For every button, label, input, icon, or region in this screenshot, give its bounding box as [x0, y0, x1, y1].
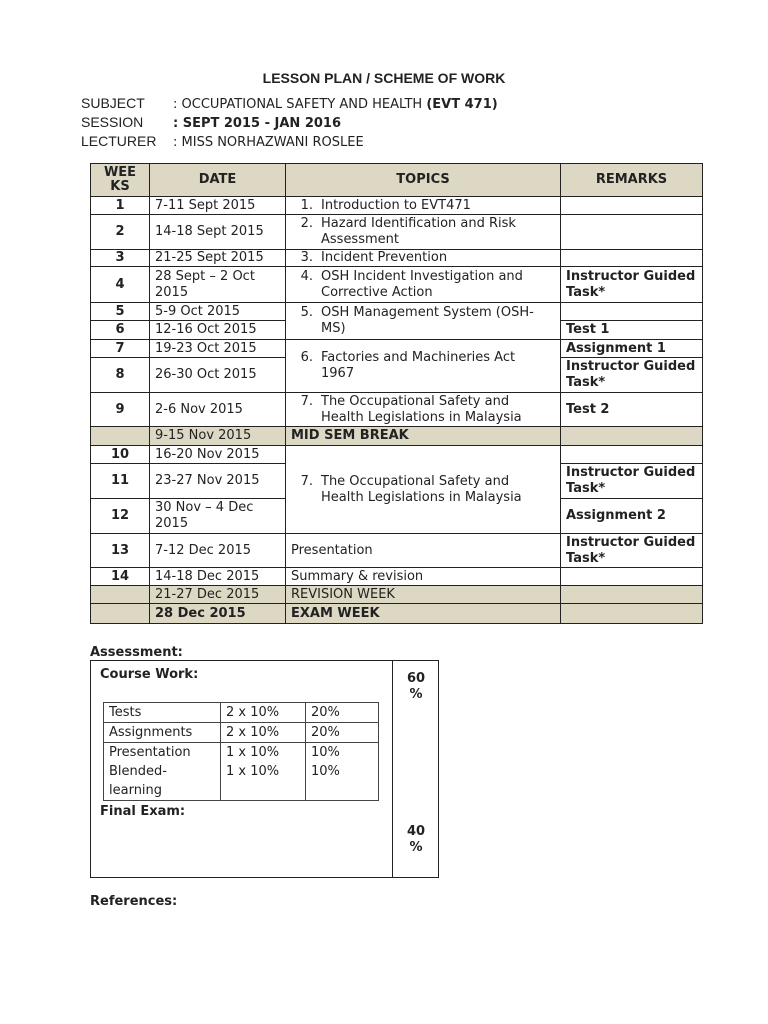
week-cell: [91, 604, 150, 624]
remark-cell: Test 2: [561, 393, 703, 427]
week-cell: 7: [91, 340, 150, 358]
topic-cell: MID SEM BREAK: [286, 427, 561, 446]
date-cell: 30 Nov – 4 Dec 2015: [150, 499, 286, 534]
table-row: [91, 446, 703, 464]
final-exam-pct: 40 %: [406, 824, 426, 855]
topic-cell: [286, 340, 561, 393]
references-heading: References:: [90, 894, 178, 909]
week-cell: 3: [91, 250, 150, 267]
remark-cell: [561, 427, 703, 446]
week-cell: 2: [91, 215, 150, 250]
remark-cell: Instructor Guided Task*: [561, 358, 703, 393]
assessment-total: 20%: [306, 723, 379, 743]
assessment-name: Assignments: [104, 723, 221, 743]
date-cell: 2-6 Nov 2015: [150, 393, 286, 427]
remark-cell: [561, 197, 703, 215]
assessment-name: Presentation Blended-learning: [104, 743, 221, 801]
week-cell: 8: [91, 358, 150, 393]
assessment-total: 20%: [306, 703, 379, 723]
topic-number: 2.: [300, 216, 313, 231]
assessment-row: [104, 703, 379, 723]
assessment-total: 10% 10%: [306, 743, 379, 801]
topic-number: 1.: [300, 197, 313, 213]
topic-number: 4.: [300, 268, 313, 284]
table-row: [91, 303, 703, 321]
topic-number: 7.: [300, 393, 313, 409]
date-cell: 28 Dec 2015: [150, 604, 286, 624]
date-cell: 12-16 Oct 2015: [150, 321, 286, 340]
date-cell: 21-27 Dec 2015: [150, 586, 286, 604]
remark-cell: [561, 446, 703, 464]
table-header: WEE KS DATE TOPICS REMARKS: [91, 164, 703, 197]
course-work-pct: 60 %: [406, 671, 426, 702]
scheme-table: [90, 163, 703, 624]
assessment-calc: 2 x 10%: [221, 703, 306, 723]
subject-line: SUBJECT : OCCUPATIONAL SAFETY AND HEALTH (EVT 471): [81, 95, 498, 112]
date-cell: 28 Sept – 2 Oct 2015: [150, 267, 286, 303]
course-work-table: [103, 702, 379, 801]
session-line: SESSION : SEPT 2015 - JAN 2016: [81, 114, 342, 131]
remark-cell: [561, 250, 703, 267]
week-cell: 14: [91, 568, 150, 586]
week-cell: 6: [91, 321, 150, 340]
remark-cell: Instructor Guided Task*: [561, 267, 703, 303]
topic-cell: Summary & revision: [286, 568, 561, 586]
date-cell: 23-27 Nov 2015: [150, 464, 286, 499]
table-row: [91, 267, 703, 303]
remark-cell: [561, 215, 703, 250]
remark-cell: [561, 303, 703, 321]
week-cell: 9: [91, 393, 150, 427]
topic-number: 7.: [300, 473, 313, 489]
topic-cell: Presentation: [286, 534, 561, 568]
assessment-calc: 1 x 10% 1 x 10%: [221, 743, 306, 801]
topic-number: 3.: [300, 250, 313, 265]
topic-cell: [286, 446, 561, 534]
topic-text: OSH Incident Investigation and Corrective Action: [321, 268, 523, 300]
course-work-label: Course Work:: [100, 667, 199, 682]
topic-number: 6.: [300, 350, 313, 365]
date-cell: 16-20 Nov 2015: [150, 446, 286, 464]
date-cell: 14-18 Sept 2015: [150, 215, 286, 250]
week-cell: 11: [91, 464, 150, 499]
table-row: [91, 250, 703, 267]
table-row: [91, 393, 703, 427]
table-row: [91, 534, 703, 568]
date-cell: 26-30 Oct 2015: [150, 358, 286, 393]
topic-cell: EXAM WEEK: [286, 604, 561, 624]
topic-cell: [286, 197, 561, 215]
week-cell: 13: [91, 534, 150, 568]
date-cell: 14-18 Dec 2015: [150, 568, 286, 586]
assessment-calc: 2 x 10%: [221, 723, 306, 743]
topic-text: The Occupational Safety and Health Legislations in Malaysia: [321, 393, 522, 425]
assessment-box: [90, 660, 439, 878]
topic-cell: [286, 267, 561, 303]
week-cell: [91, 586, 150, 604]
week-cell: [91, 427, 150, 446]
topic-text: OSH Management System (OSH-MS): [321, 305, 534, 336]
assessment-row: [104, 723, 379, 743]
remark-cell: [561, 604, 703, 624]
table-row: [91, 604, 703, 624]
table-row: [91, 197, 703, 215]
date-cell: 9-15 Nov 2015: [150, 427, 286, 446]
final-exam-label: Final Exam:: [100, 804, 186, 819]
week-cell: 12: [91, 499, 150, 534]
assessment-name: Tests: [104, 703, 221, 723]
remark-cell: Instructor Guided Task*: [561, 534, 703, 568]
remark-cell: Assignment 2: [561, 499, 703, 534]
topic-text: Incident Prevention: [321, 250, 448, 265]
remark-cell: Instructor Guided Task*: [561, 464, 703, 499]
topic-text: Hazard Identification and Risk Assessment: [321, 216, 516, 247]
topic-number: 5.: [300, 305, 313, 320]
week-cell: 10: [91, 446, 150, 464]
topic-cell: [286, 250, 561, 267]
remark-cell: [561, 568, 703, 586]
table-row: [91, 568, 703, 586]
date-cell: 5-9 Oct 2015: [150, 303, 286, 321]
date-cell: 7-12 Dec 2015: [150, 534, 286, 568]
table-row: [91, 215, 703, 250]
remark-cell: Test 1: [561, 321, 703, 340]
week-cell: 1: [91, 197, 150, 215]
date-cell: 19-23 Oct 2015: [150, 340, 286, 358]
table-row: [91, 586, 703, 604]
topic-text: Factories and Machineries Act 1967: [321, 350, 516, 381]
week-cell: 4: [91, 267, 150, 303]
assessment-row: [104, 743, 379, 801]
week-cell: 5: [91, 303, 150, 321]
table-row: [91, 427, 703, 446]
divider: [392, 661, 393, 877]
topic-cell: REVISION WEEK: [286, 586, 561, 604]
table-row: [91, 340, 703, 358]
topic-cell: [286, 393, 561, 427]
topic-cell: [286, 215, 561, 250]
lecturer-line: LECTURER : MISS NORHAZWANI ROSLEE: [81, 133, 364, 150]
assessment-heading: Assessment:: [90, 645, 183, 660]
document-title: LESSON PLAN / SCHEME OF WORK: [262, 70, 506, 86]
topic-text: Introduction to EVT471: [321, 197, 471, 213]
topic-text: The Occupational Safety and Health Legislations in Malaysia: [321, 473, 522, 505]
date-cell: 21-25 Sept 2015: [150, 250, 286, 267]
topic-cell: [286, 303, 561, 340]
date-cell: 7-11 Sept 2015: [150, 197, 286, 215]
remark-cell: [561, 586, 703, 604]
remark-cell: Assignment 1: [561, 340, 703, 358]
